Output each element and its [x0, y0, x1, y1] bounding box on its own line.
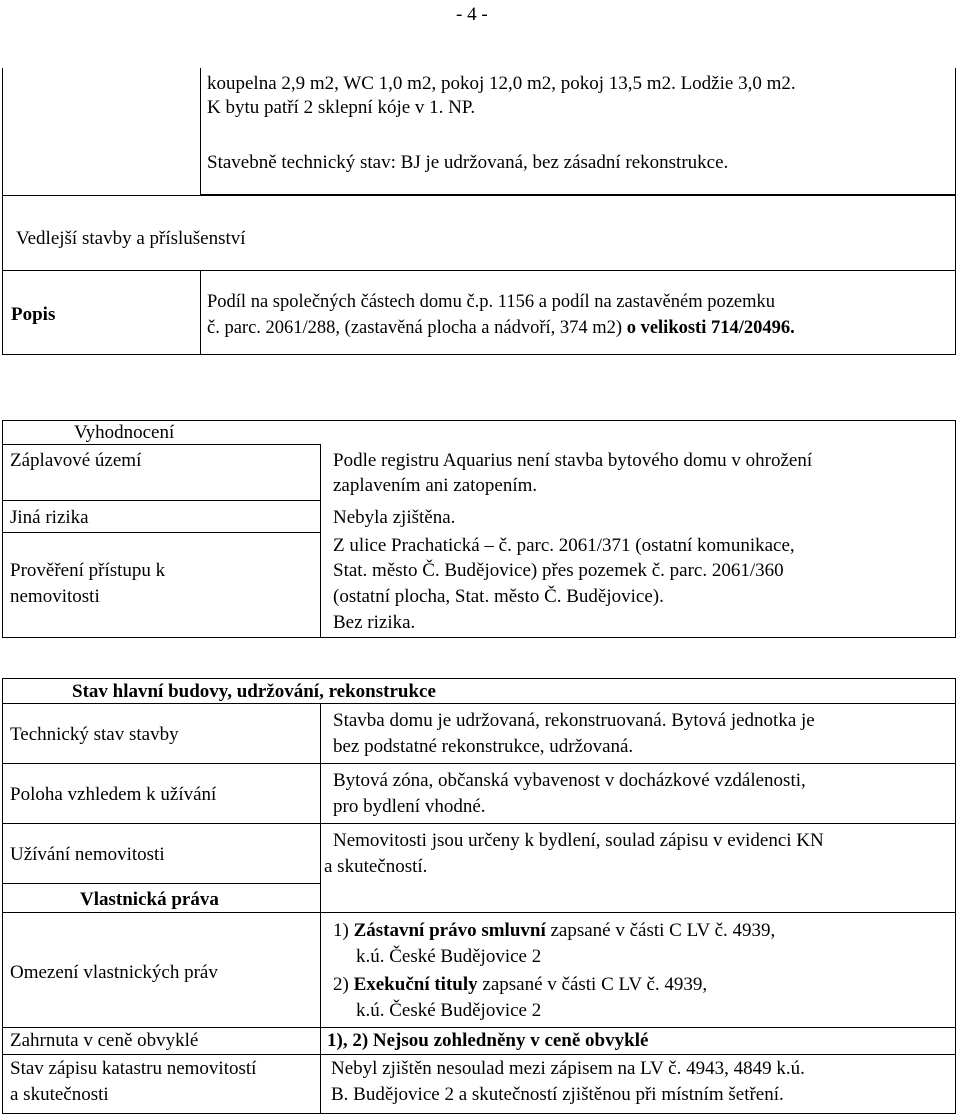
popis-label: Popis — [11, 304, 56, 325]
stav-row-line-2 — [2, 823, 956, 824]
technicky-stav-label: Technický stav stavby — [10, 724, 179, 745]
poloha-value-2: pro bydlení vhodné. — [333, 796, 486, 817]
stav-heading: Stav hlavní budovy, udržování, rekonstrukce — [72, 681, 436, 702]
vedlejsi-separator — [2, 270, 956, 271]
omezeni-item-2: 2) Exekuční tituly zapsané v části C LV č. 4939, — [333, 974, 708, 995]
popis-line-2: č. parc. 2061/288, (zastavěná plocha a nádvoří, 374 m2) o velikosti 714/20496. — [207, 318, 795, 338]
stav-line — [207, 150, 728, 175]
stav-text: BJ je udržovaná, bez zásadní rekonstrukce. — [395, 152, 729, 173]
vedlejsi-heading: Vedlejší stavby a příslušenství — [16, 228, 246, 249]
omezeni-label: Omezení vlastnických práv — [10, 962, 218, 983]
technicky-stav-value-2: bez podstatné rekonstrukce, udržovaná. — [333, 736, 634, 757]
stav-row-line-1 — [2, 763, 956, 764]
stav-label: Stavebně technický stav: — [207, 152, 396, 173]
zaplavove-value-1: Podle registru Aquarius není stavba bytového domu v ohrožení — [333, 450, 813, 471]
omezeni-item-1-line-2: k.ú. České Budějovice 2 — [356, 946, 542, 967]
pristup-value-4: Bez rizika. — [333, 612, 416, 633]
top-box-right-border — [955, 68, 956, 214]
top-line-2: K bytu patří 2 sklepní kóje v 1. NP. — [207, 97, 476, 118]
stav-row-line-6 — [2, 1054, 956, 1055]
zaplavove-value-2: zaplavením ani zatopením. — [333, 475, 538, 496]
uzivani-label: Užívání nemovitosti — [10, 844, 165, 865]
top-box-divider — [200, 68, 201, 195]
top-box-left-border — [2, 68, 3, 214]
zahrnuta-label: Zahrnuta v ceně obvyklé — [10, 1030, 199, 1051]
vyhodnoceni-row-line-2 — [2, 532, 320, 533]
vyhodnoceni-row-line-1 — [2, 500, 320, 501]
uzivani-value-1: Nemovitosti jsou určeny k bydlení, soulad zápisu v evidenci KN — [333, 830, 824, 851]
vedlejsi-divider — [200, 270, 201, 355]
pristup-label-2: nemovitosti — [10, 586, 100, 607]
pristup-label-1: Prověření přístupu k — [10, 560, 166, 581]
top-line-1: koupelna 2,9 m2, WC 1,0 m2, pokoj 12,0 m2, pokoj 13,5 m2. Lodžie 3,0 m2. — [207, 73, 796, 94]
stav-row-line-4 — [2, 912, 956, 913]
pristup-value-3: (ostatní plocha, Stat. město Č. Budějovice). — [333, 586, 664, 607]
poloha-label: Poloha vzhledem k užívání — [10, 784, 217, 805]
jina-rizika-label: Jiná rizika — [10, 507, 89, 528]
zahrnuta-value: 1), 2) Nejsou zohledněny v ceně obvyklé — [327, 1030, 649, 1051]
stav-divider — [320, 703, 321, 1114]
stav-row-line-3 — [2, 883, 320, 884]
omezeni-item-2-line-2: k.ú. České Budějovice 2 — [356, 1000, 542, 1021]
katastr-value-2: B. Budějovice 2 a skutečností zjištěnou při místním šetření. — [331, 1084, 784, 1105]
popis-line-1: Podíl na společných částech domu č.p. 1156 a podíl na zastavěném pozemku — [207, 292, 776, 312]
uzivani-value-2: a skutečností. — [324, 856, 428, 877]
katastr-value-1: Nebyl zjištěn nesoulad mezi zápisem na LV č. 4943, 4849 k.ú. — [331, 1058, 805, 1079]
vyhodnoceni-heading: Vyhodnocení — [74, 422, 175, 443]
pristup-value-2: Stat. město Č. Budějovice) přes pozemek č. parc. 2061/360 — [333, 560, 784, 581]
katastr-label-2: a skutečnosti — [10, 1084, 109, 1105]
pristup-value-1: Z ulice Prachatická – č. parc. 2061/371 (ostatní komunikace, — [333, 535, 795, 556]
katastr-label-1: Stav zápisu katastru nemovitostí — [10, 1058, 257, 1079]
jina-rizika-value: Nebyla zjištěna. — [333, 507, 456, 528]
vlastnicka-heading: Vlastnická práva — [80, 889, 219, 910]
poloha-value-1: Bytová zóna, občanská vybavenost v docházkové vzdálenosti, — [333, 770, 806, 791]
page-number: - 4 - — [456, 4, 488, 25]
zaplavove-label: Záplavové území — [10, 450, 142, 471]
omezeni-item-1: 1) Zástavní právo smluvní zapsané v části C LV č. 4939, — [333, 920, 776, 941]
technicky-stav-value-1: Stavba domu je udržovaná, rekonstruovaná. Bytová jednotka je — [333, 710, 815, 731]
vyhodnoceni-divider — [320, 444, 321, 638]
